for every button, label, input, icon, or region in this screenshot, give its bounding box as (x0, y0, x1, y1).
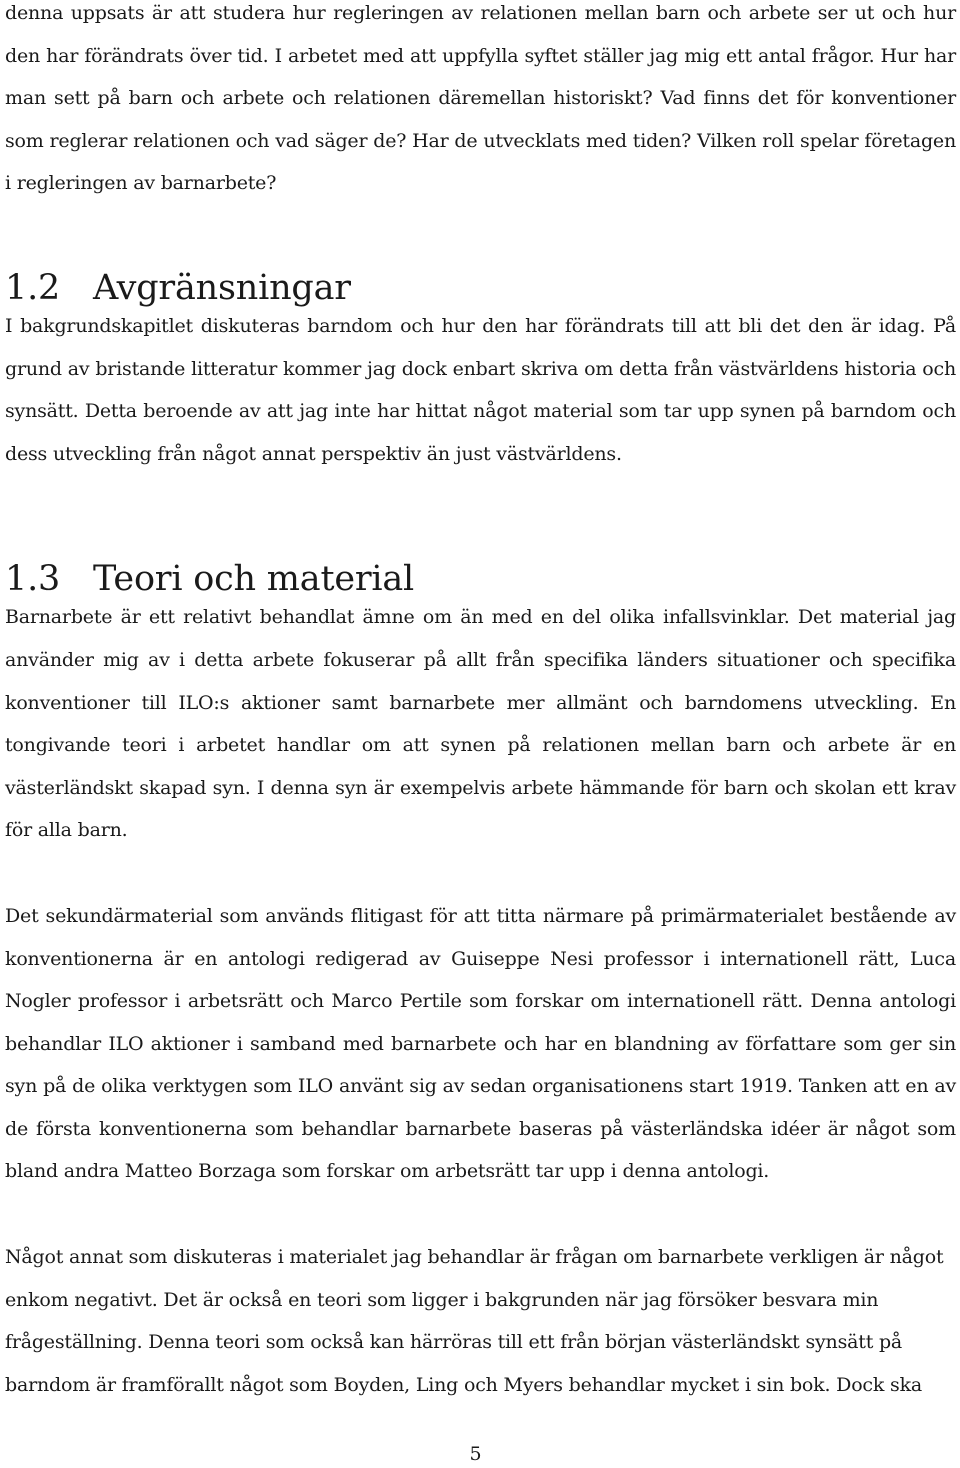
intro-paragraph: denna uppsats är att studera hur regleringen av relationen mellan barn och arbete ser ut och hur den har förändrats över tid. I arbetet med att uppfylla syftet ställer jag mig ett antal frågor. Hur har man sett på barn och arbete och relationen däremellan historiskt? Vad finns det för konventioner som reglerar relationen och vad säger de? Har de utvecklats med tiden? Vilken roll spelar företagen i regleringen av barnarbete? (5, 2, 956, 195)
section-number: 1.3 (5, 559, 61, 600)
section-heading-avgransningar (5, 268, 956, 308)
section-heading-teori (5, 559, 956, 599)
teori-paragraph-1: Barnarbete är ett relativt behandlat ämne om än med en del olika infallsvinklar. Det material jag använder mig av i detta arbete fokuserar på allt från specifika länders situationer och specifika konventioner till ILO:s aktioner samt barnarbete mer allmänt och barndomens utveckling. En tongivande teori i arbetet handlar om att synen på relationen mellan barn och arbete är en västerländskt skapad syn. I denna syn är exempelvis arbete hämmande för barn och skolan ett krav för alla barn. (5, 606, 956, 842)
document-page (5, 0, 956, 1406)
avgransningar-paragraph: I bakgrundskapitlet diskuteras barndom och hur den har förändrats till att bli det den är idag. På grund av bristande litteratur kommer jag dock enbart skriva om detta från västvärldens historia och synsätt. Detta beroende av att jag inte har hittat något material som tar upp synen på barndom och dess utveckling från något annat perspektiv än just västvärldens. (5, 314, 956, 465)
section-title: Avgränsningar (93, 267, 351, 308)
teori-paragraph-2: Det sekundärmaterial som används flitigast för att titta närmare på primärmaterialet bestående av konventionerna är en antologi redigerad av Guiseppe Nesi professor i internationell rätt, Luca Nogler professor i arbetsrätt och Marco Pertile som forskar om internationell rätt. Denna antologi behandlar ILO aktioner i samband med barnarbete och har en blandning av författare som ger sin syn på de olika verktygen som ILO använt sig av sedan organisationens start 1919. Tanken att en av de första konventionerna som behandlar barnarbete baseras på västerländska idéer är något som bland andra Matteo Borzaga som forskar om arbetsrätt tar upp i denna antologi. (5, 904, 956, 1183)
teori-paragraph-3: Något annat som diskuteras i materialet jag behandlar är frågan om barnarbete verkligen är något enkom negativt. Det är också en teori som ligger i bakgrunden när jag försöker besvara min frågeställning. Denna teori som också kan härröras till ett från början västerländskt synsätt på barndom är framförallt något som Boyden, Ling och Myers behandlar mycket i sin bok. Dock ska (5, 1246, 944, 1396)
section-number: 1.2 (5, 267, 61, 308)
page-number: 5 (469, 1443, 482, 1465)
section-title: Teori och material (93, 559, 415, 600)
